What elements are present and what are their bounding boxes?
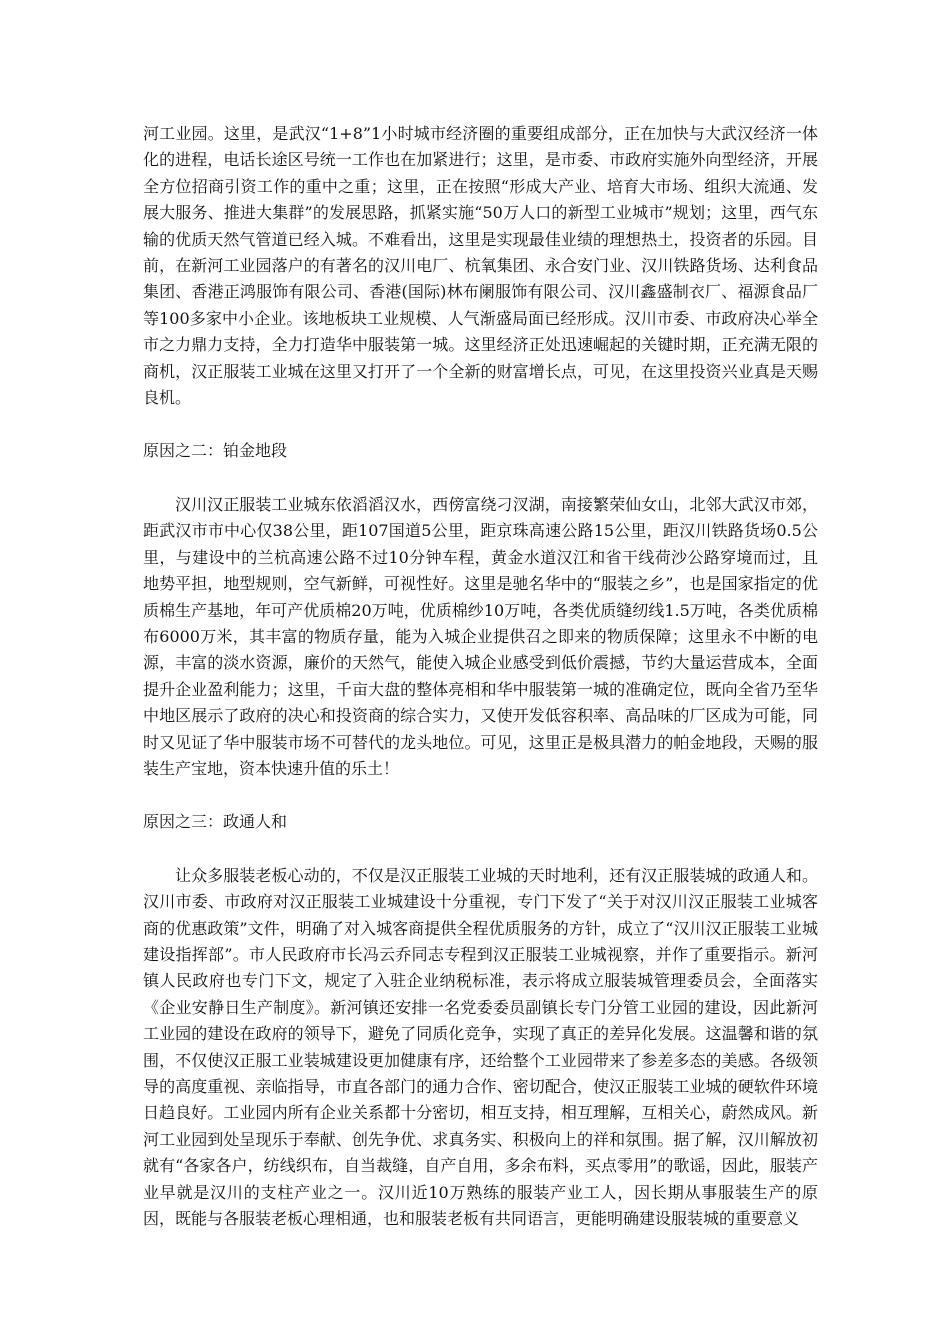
heading-spacer [143, 836, 818, 863]
paragraph-spacer [143, 782, 818, 809]
paragraph-industrial-park: 河工业园。这里，是武汉“1+8”1小时城市经济圈的重要组成部分，正在加快与大武汉经济一体化的进程，电话长途区号统一工作也在加紧进行；这里，是市委、市政府实施外向型经济，开展全方位招商引资工作的重中之重；这里，正在按照“形成大产业、培育大市场、组织大流通、发展大服务、推进大集群”的发展思路，抓紧实施“50万人口的新型工业城市”规划；这里，西气东输的优质天然气管道已经入城。不难看出，这里是实现最佳业绩的理想热土，投资者的乐园。目前，在新河工业园落户的有著名的汉川电厂、杭氧集团、永合安门业、汉川铁路货场、达利食品集团、香港正鸿服饰有限公司、香港(国际)林布阑服饰有限公司、汉川鑫盛制衣厂、福源食品厂等100多家中小企业。该地板块工业规模、人气渐盛局面已经形成。汉川市委、市政府决心举全市之力鼎力支持，全力打造华中服装第一城。这里经济正处迅速崛起的关键时期，正充满无限的商机，汉正服装工业城在这里又打开了一个全新的财富增长点，可见，在这里投资兴业真是天赐良机。 [143, 124, 818, 408]
paragraph-spacer [143, 411, 818, 438]
heading-spacer [143, 465, 818, 492]
paragraph-harmony: 让众多服装老板心动的，不仅是汉正服装工业城的天时地利，还有汉正服装城的政通人和。汉川市委、市政府对汉正服装工业城建设十分重视，专门下发了“关于对汉川汉正服装工业城客商的优惠政策”文件，明确了对入城客商提供全程优质服务的方针，成立了“汉川汉正服装工业城建设指挥部”。市人民政府市长冯云乔同志专程到汉正服装工业城视察，并作了重要指示。新河镇人民政府也专门下文，规定了入驻企业纳税标准，表示将成立服装城管理委员会，全面落实《企业安静日生产制度》。新河镇还安排一名党委委员副镇长专门分管工业园的建设，因此新河工业园的建设在政府的领导下，避免了同质化竞争，实现了真正的差异化发展。这温馨和谐的氛围，不仅使汉正服工业装城建设更加健康有序，还给整个工业园带来了参差多态的美感。各级领导的高度重视、亲临指导，市直各部门的通力合作、密切配合，使汉正服装工业城的硬软件环境日趋良好。工业园内所有企业关系都十分密切，相互支持，相互理解，互相关心，蔚然成风。新河工业园到处呈现乐于奉献、创先争优、求真务实、积极向上的祥和氛围。据了解，汉川解放初就有“各家各户，纺线织布，自当裁缝，自产自用，多余布料，买点零用”的歌谣，因此，服装产业早就是汉川的支柱产业之一。汉川近10万熟练的服装产业工人，因长期从事服装生产的原因，既能与各服装老板心理相通，也和服装老板有共同语言，更能明确建设服装城的重要意义 [143, 865, 818, 1229]
section-heading-platinum-location: 原因之二：铂金地段 [143, 441, 288, 461]
paragraph-platinum-location: 汉川汉正服装工业城东依滔滔汉水，西傍富绕刁汊湖，南接繁荣仙女山，北邻大武汉市郊，距武汉市市中心仅38公里，距107国道5公里，距京珠高速公路15公里，距汉川铁路货场0.5公里，与建设中的兰杭高速公路不过10分钟车程，黄金水道汉江和省干线荷沙公路穿境而过，且地势平担，地型规则，空气新鲜，可视性好。这里是驰名华中的“服装之乡”，也是国家指定的优质棉生产基地，年可产优质棉20万吨，优质棉纱10万吨，各类优质缝纫线1.5万吨，各类优质棉布6000万米，其丰富的物质存量，能为入城企业提供召之即来的物质保障；这里永不中断的电源，丰富的淡水资源，廉价的天然气，能使入城企业感受到低价震撼，节约大量运营成本，全面提升企业盈利能力；这里，千亩大盘的整体亮相和华中服装第一城的准确定位，既向全省乃至华中地区展示了政府的决心和投资商的综合实力，又使开发低容积率、高品味的厂区成为可能，同时又见证了华中服装市场不可替代的龙头地位。可见，这里正是极具潜力的帕金地段，天赐的服装生产宝地，资本快速升值的乐土！ [143, 494, 818, 778]
section-heading-harmony: 原因之三：政通人和 [143, 812, 288, 832]
document-page [143, 121, 818, 1232]
